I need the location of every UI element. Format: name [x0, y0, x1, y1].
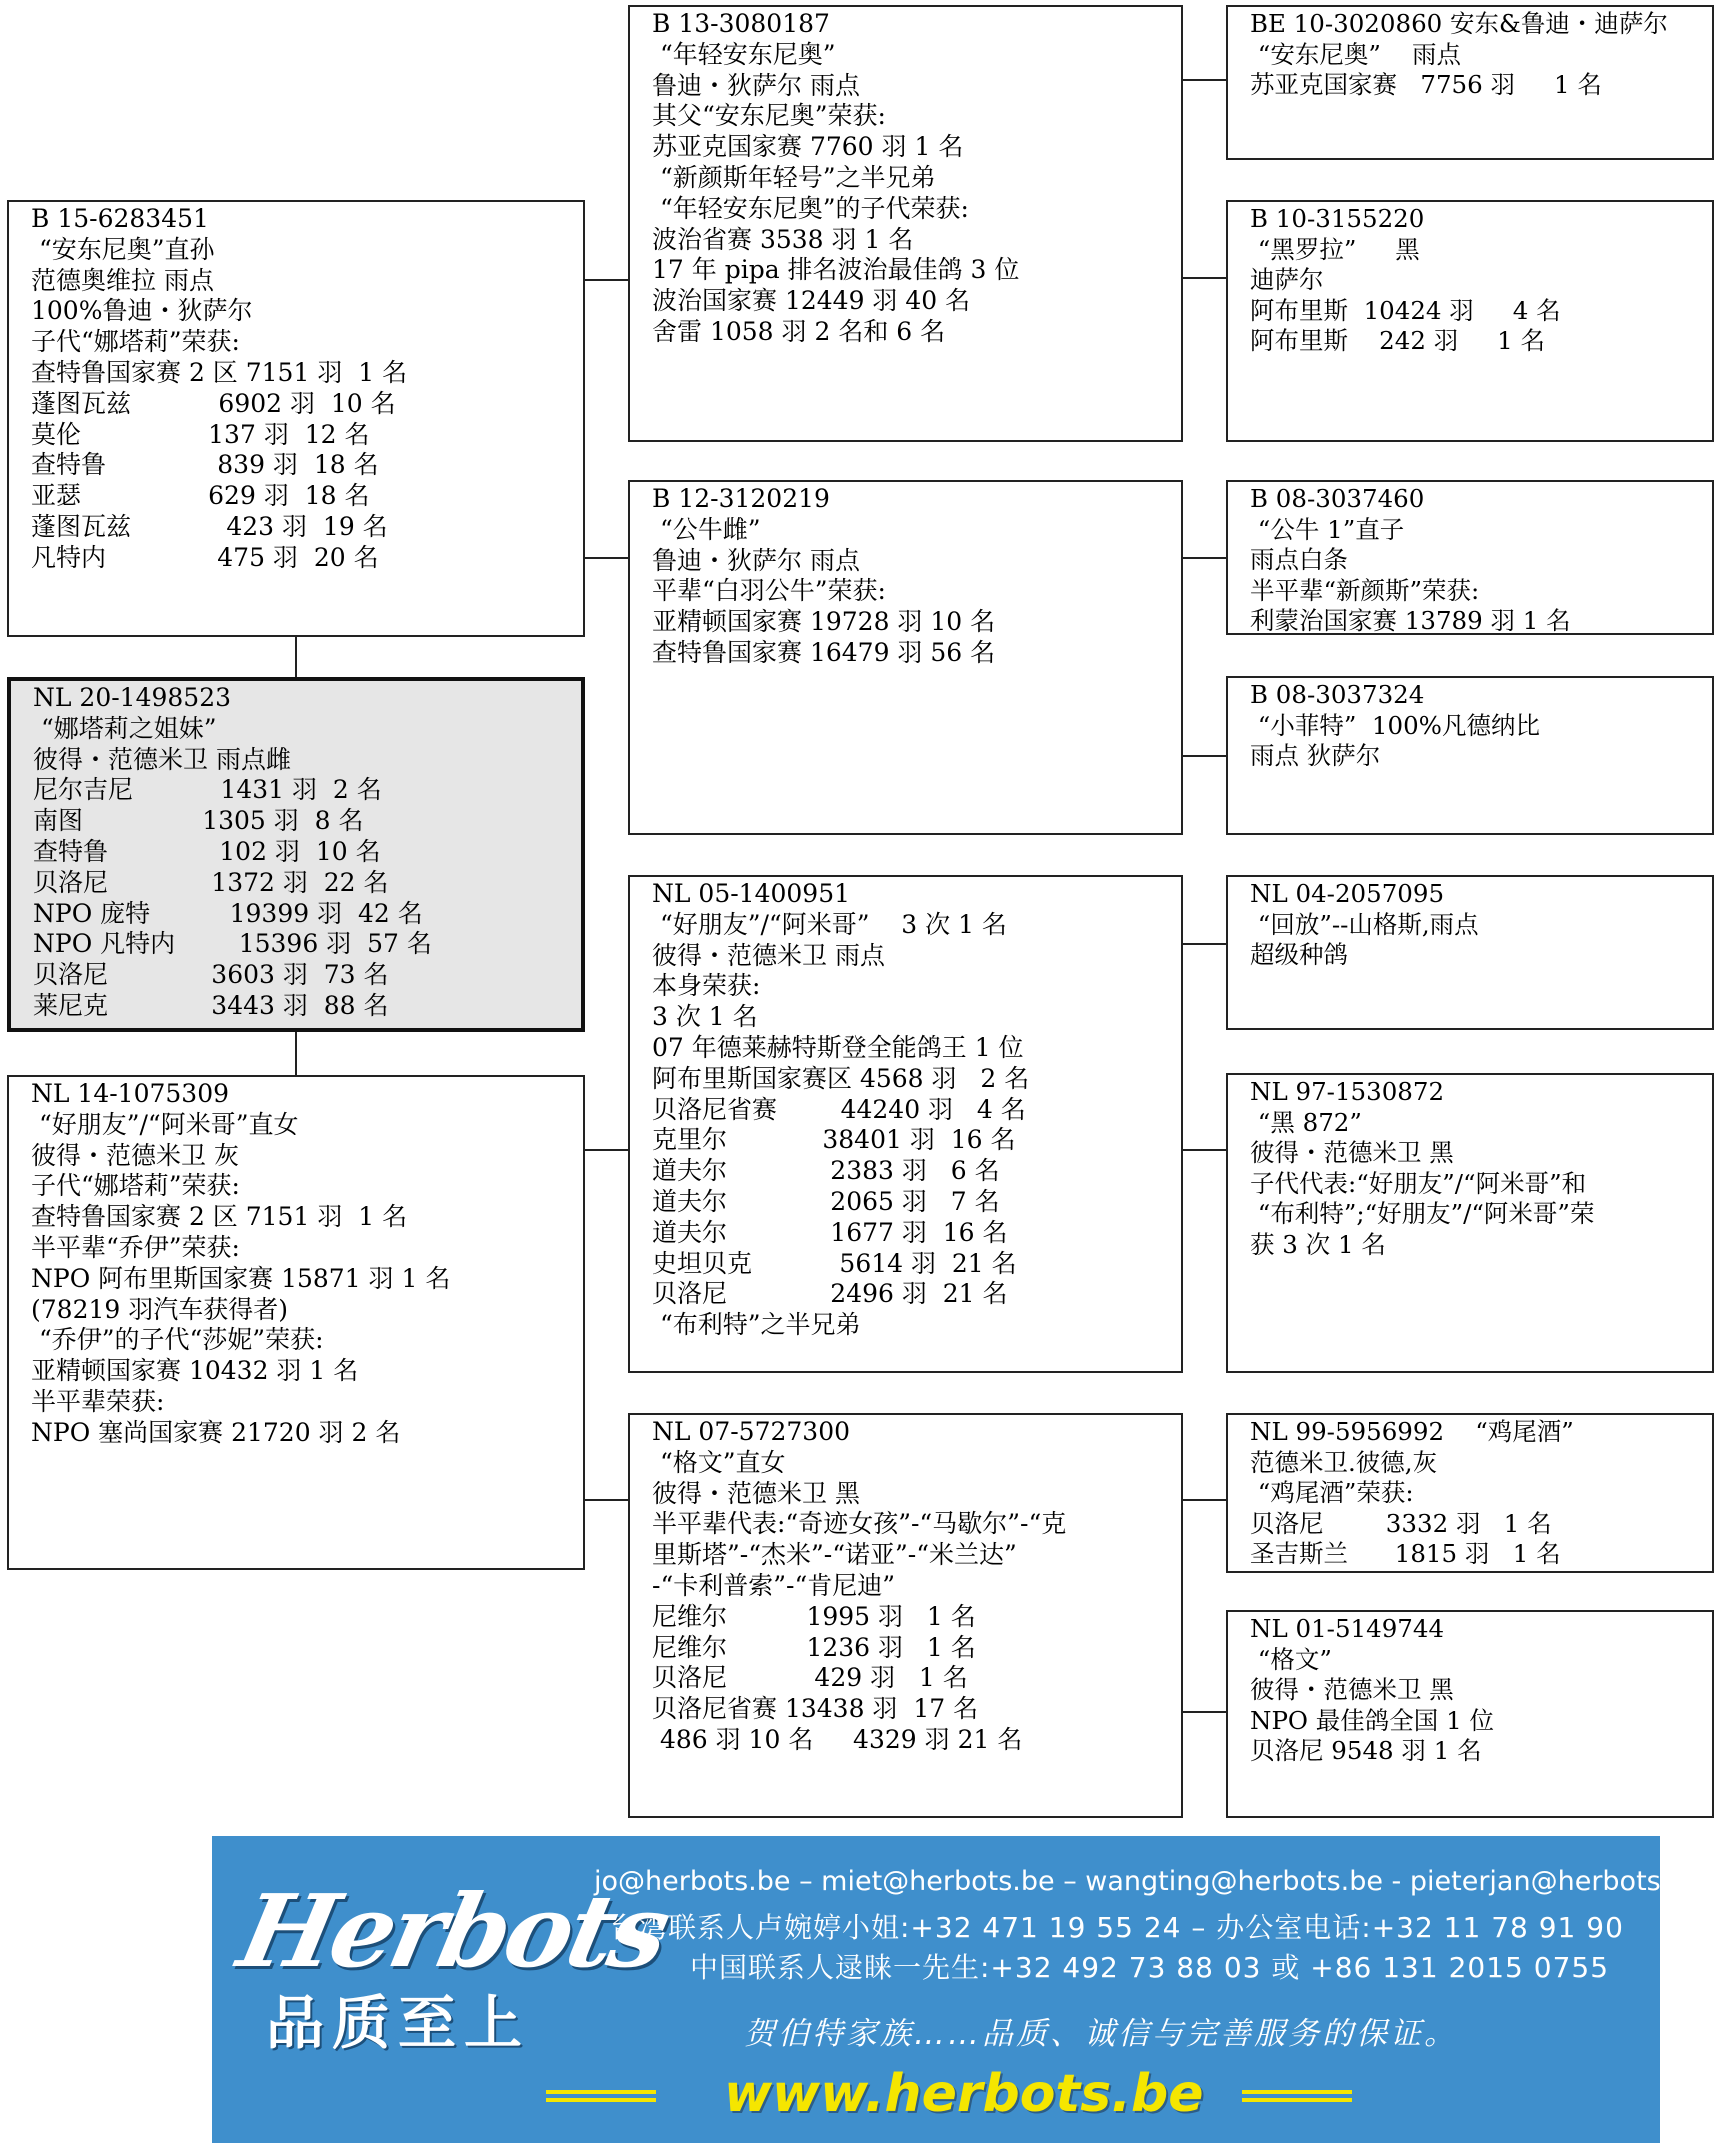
pedigree-line: 道夫尔 2065 羽 7 名: [652, 1186, 1000, 1216]
dd-sire-text: [1250, 1417, 1574, 1570]
pedigree-line: B 15-6283451: [31, 204, 209, 233]
pedigree-line: (78219 羽汽车获得者): [31, 1294, 288, 1324]
pedigree-line: 彼得・范德米卫 雨点: [652, 940, 885, 970]
pedigree-line: 彼得・范德米卫 黑: [1250, 1138, 1454, 1168]
pedigree-line: NPO 最佳鸽全国 1 位: [1250, 1705, 1494, 1735]
dd-dam-card: [1226, 1610, 1714, 1818]
pedigree-line: 蓬图瓦兹 6902 羽 10 名: [31, 388, 396, 418]
pedigree-line: 贝洛尼省赛 44240 羽 4 名: [652, 1094, 1026, 1124]
pedigree-line: 半平辈“新颜斯”荣获:: [1250, 575, 1480, 605]
pedigree-line: 贝洛尼 9548 羽 1 名: [1250, 1736, 1482, 1766]
ss-dam-text: [1250, 204, 1561, 357]
pedigree-line: NL 01-5149744: [1250, 1614, 1445, 1643]
pedigree-line: “娜塔莉之姐妹”: [33, 713, 217, 743]
sd-sire-text: [1250, 484, 1571, 637]
ds-sire-card: [1226, 875, 1714, 1030]
pedigree-line: 尼维尔 1236 羽 1 名: [652, 1632, 976, 1662]
pedigree-line: 阿布里斯 10424 羽 4 名: [1250, 295, 1561, 325]
pedigree-line: “格文”直女: [652, 1447, 786, 1477]
contact-emails[interactable]: jo@herbots.be – miet@herbots.be – wangting@herbots.be - pieterjan@herbots.be: [594, 1866, 1704, 1897]
pedigree-line: NPO 庞特 19399 羽 42 名: [33, 898, 423, 928]
pedigree-line: 阿布里斯 242 羽 1 名: [1250, 326, 1546, 356]
decor-line-right-2: [1242, 2098, 1352, 2102]
pedigree-line: NL 97-1530872: [1250, 1077, 1445, 1106]
pedigree-line: 亚精顿国家赛 19728 羽 10 名: [652, 607, 996, 637]
pedigree-line: 查特鲁国家赛 2 区 7151 羽 1 名: [31, 357, 408, 387]
pedigree-line: “安东尼奥”直孙: [31, 234, 215, 264]
dam-dam-card: [628, 1413, 1183, 1818]
website-link[interactable]: www.herbots.be: [724, 2064, 1204, 2124]
pedigree-line: 阿布里斯国家赛区 4568 羽 2 名: [652, 1063, 1030, 1093]
pedigree-line: 半平辈荣获:: [31, 1386, 165, 1416]
ds-sire-text: [1250, 879, 1479, 971]
pedigree-line: 道夫尔 2383 羽 6 名: [652, 1156, 1000, 1186]
pedigree-line: 亚精顿国家赛 10432 羽 1 名: [31, 1356, 359, 1386]
pedigree-line: “公牛雌”: [652, 514, 761, 544]
pedigree-line: 雨点 狄萨尔: [1250, 741, 1381, 771]
pedigree-line: 查特鲁国家赛 16479 羽 56 名: [652, 637, 996, 667]
dam-sire-text: [652, 879, 1029, 1341]
subject-pigeon-card: [7, 677, 585, 1032]
pedigree-line: 尼尔吉尼 1431 羽 2 名: [33, 775, 382, 805]
pedigree-line: 其父“安东尼奥”荣获:: [652, 101, 886, 131]
pedigree-line: 平辈“白羽公牛”荣获:: [652, 576, 886, 606]
pedigree-line: 彼得・范德米卫 灰: [31, 1140, 239, 1170]
footer-banner: [212, 1836, 1704, 2143]
pedigree-line: 07 年德莱赫特斯登全能鸽王 1 位: [652, 1032, 1024, 1062]
pedigree-line: 利蒙治国家赛 13789 羽 1 名: [1250, 606, 1571, 636]
pedigree-line: 克里尔 38401 羽 16 名: [652, 1125, 1016, 1155]
pedigree-line: “小菲特” 100%凡德纳比: [1250, 710, 1540, 740]
pedigree-line: 查特鲁 839 羽 18 名: [31, 450, 379, 480]
pedigree-line: 3 次 1 名: [652, 1002, 758, 1032]
pedigree-line: B 08-3037324: [1250, 680, 1425, 709]
pedigree-line: 舍雷 1058 羽 2 名和 6 名: [652, 316, 946, 346]
pedigree-line: 波治国家赛 12449 羽 40 名: [652, 286, 971, 316]
pedigree-line: “乔伊”的子代“莎妮”荣获:: [31, 1325, 324, 1355]
pedigree-line: NL 99-5956992 “鸡尾酒”: [1250, 1417, 1574, 1446]
sire-sire-card: [628, 5, 1183, 442]
pedigree-line: 贝洛尼 3332 羽 1 名: [1250, 1508, 1552, 1538]
pedigree-line: “好朋友”/“阿米哥” 3 次 1 名: [652, 909, 1007, 939]
decor-line-left: [546, 2090, 656, 2094]
ds-dam-card: [1226, 1073, 1714, 1373]
pedigree-line: “新颜斯年轻号”之半兄弟: [652, 162, 936, 192]
pedigree-line: “好朋友”/“阿米哥”直女: [31, 1109, 299, 1139]
pedigree-line: “格文”: [1250, 1644, 1332, 1674]
pedigree-line: 贝洛尼 429 羽 1 名: [652, 1663, 968, 1693]
pedigree-line: 莱尼克 3443 羽 88 名: [33, 990, 389, 1020]
pedigree-line: 史坦贝克 5614 羽 21 名: [652, 1248, 1017, 1278]
pedigree-line: 子代“娜塔莉”荣获:: [31, 327, 240, 357]
dd-sire-card: [1226, 1413, 1714, 1573]
ss-sire-text: [1250, 9, 1668, 101]
pedigree-line: 100%鲁迪・狄萨尔: [31, 296, 253, 326]
pedigree-line: 查特鲁国家赛 2 区 7151 羽 1 名: [31, 1202, 408, 1232]
pedigree-line: “鸡尾酒”荣获:: [1250, 1478, 1414, 1508]
sire-sire-text: [652, 9, 1019, 348]
pedigree-line: 蓬图瓦兹 423 羽 19 名: [31, 511, 388, 541]
pedigree-line: 贝洛尼 2496 羽 21 名: [652, 1279, 1008, 1309]
sd-sire-card: [1226, 480, 1714, 635]
pedigree-line: “布利特”之半兄弟: [652, 1310, 861, 1340]
pedigree-line: BE 10-3020860 安东&鲁迪・迪萨尔: [1250, 9, 1668, 38]
dam-card: [7, 1075, 585, 1570]
footer-slogan: 品质至上: [266, 1989, 531, 2057]
pedigree-line: 里斯塔”-“杰米”-“诺亚”-“米兰达”: [652, 1540, 1017, 1570]
pedigree-line: NL 07-5727300: [652, 1417, 851, 1446]
pedigree-line: 苏亚克国家赛 7756 羽 1 名: [1250, 70, 1602, 100]
sire-dam-card: [628, 480, 1183, 835]
ss-dam-card: [1226, 200, 1714, 442]
pedigree-line: B 10-3155220: [1250, 204, 1425, 233]
pedigree-line: 获 3 次 1 名: [1250, 1229, 1386, 1259]
pedigree-line: 本身荣获:: [652, 971, 761, 1001]
sd-dam-text: [1250, 680, 1540, 772]
sire-text: [31, 204, 407, 574]
pedigree-line: “安东尼奥” 雨点: [1250, 39, 1461, 69]
pedigree-line: 鲁迪・狄萨尔 雨点: [652, 70, 860, 100]
pedigree-line: 贝洛尼省赛 13438 羽 17 名: [652, 1694, 979, 1724]
pedigree-line: NL 05-1400951: [652, 879, 851, 908]
pedigree-line: 圣吉斯兰 1815 羽 1 名: [1250, 1539, 1561, 1569]
pedigree-line: -“卡利普索”-“肯尼迪”: [652, 1570, 896, 1600]
pedigree-line: “布利特”;“好朋友”/“阿米哥”荣: [1250, 1199, 1595, 1229]
herbots-logo: Herbots: [229, 1872, 677, 1990]
pedigree-line: NPO 阿布里斯国家赛 15871 羽 1 名: [31, 1263, 451, 1293]
pedigree-line: 莫伦 137 羽 12 名: [31, 419, 370, 449]
pedigree-line: 半平辈代表:“奇迹女孩”-“马歇尔”-“克: [652, 1509, 1067, 1539]
pedigree-line: “年轻安东尼奥”的子代荣获:: [652, 193, 969, 223]
dd-dam-text: [1250, 1614, 1494, 1767]
pedigree-line: 贝洛尼 1372 羽 22 名: [33, 867, 389, 897]
ss-sire-card: [1226, 5, 1714, 160]
pedigree-line: 范德奥维拉 雨点: [31, 265, 214, 295]
taiwan-contact: 台湾联系人卢婉婷小姐:+32 471 19 55 24 – 办公室电话:+32 11 78 91 90: [610, 1911, 1624, 1944]
pedigree-line: 半平辈“乔伊”荣获:: [31, 1232, 240, 1262]
pedigree-line: 迪萨尔: [1250, 265, 1324, 295]
pedigree-line: 彼得・范德米卫 雨点雌: [33, 744, 291, 774]
pedigree-line: 17 年 pipa 排名波治最佳鸽 3 位: [652, 255, 1020, 285]
pedigree-line: “年轻安东尼奥”: [652, 39, 836, 69]
pedigree-line: 彼得・范德米卫 黑: [652, 1478, 860, 1508]
pedigree-line: 彼得・范德米卫 黑: [1250, 1675, 1454, 1705]
decor-line-left-2: [546, 2098, 656, 2102]
pedigree-line: NPO 塞尚国家赛 21720 羽 2 名: [31, 1417, 401, 1447]
pedigree-line: 子代代表:“好朋友”/“阿米哥”和: [1250, 1168, 1587, 1198]
sire-card: [7, 200, 585, 637]
pedigree-line: 凡特内 475 羽 20 名: [31, 542, 379, 572]
pedigree-line: 尼维尔 1995 羽 1 名: [652, 1601, 976, 1631]
subject-pigeon-text: [33, 683, 432, 1022]
pedigree-line: 雨点白条: [1250, 545, 1348, 575]
pedigree-line: NL 04-2057095: [1250, 879, 1445, 908]
dam-sire-card: [628, 875, 1183, 1373]
sire-dam-text: [652, 484, 995, 669]
pedigree-line: 超级种鸽: [1250, 940, 1348, 970]
decor-line-right: [1242, 2090, 1352, 2094]
pedigree-line: “公牛 1”直子: [1250, 514, 1405, 544]
ds-dam-text: [1250, 1077, 1594, 1261]
sd-dam-card: [1226, 676, 1714, 835]
pedigree-line: 鲁迪・狄萨尔 雨点: [652, 545, 860, 575]
china-contact: 中国联系人逯睐一先生:+32 492 73 88 03 或 +86 131 2015 0755: [690, 1951, 1610, 1984]
pedigree-line: 道夫尔 1677 羽 16 名: [652, 1217, 1008, 1247]
dam-dam-text: [652, 1417, 1066, 1756]
pedigree-line: 苏亚克国家赛 7760 羽 1 名: [652, 132, 964, 162]
pedigree-line: 亚瑟 629 羽 18 名: [31, 481, 370, 511]
pedigree-line: “黑 872”: [1250, 1107, 1362, 1137]
pedigree-line: 486 羽 10 名 4329 羽 21 名: [652, 1724, 1023, 1754]
pedigree-line: NL 14-1075309: [31, 1079, 230, 1108]
pedigree-line: 查特鲁 102 羽 10 名: [33, 836, 381, 866]
footer-motto: 贺伯特家族……品质、诚信与完善服务的保证。: [744, 2016, 1458, 2052]
pedigree-line: B 13-3080187: [652, 9, 830, 38]
pedigree-line: B 12-3120219: [652, 484, 830, 513]
pedigree-line: 波治省赛 3538 羽 1 名: [652, 224, 914, 254]
dam-text: [31, 1079, 450, 1449]
pedigree-line: “黑罗拉” 黑: [1250, 234, 1420, 264]
pedigree-line: 范德米卫.彼德,灰: [1250, 1447, 1438, 1477]
pedigree-line: B 08-3037460: [1250, 484, 1425, 513]
pedigree-line: “回放”--山格斯,雨点: [1250, 909, 1479, 939]
pedigree-line: 南图 1305 羽 8 名: [33, 806, 364, 836]
pedigree-line: NPO 凡特内 15396 羽 57 名: [33, 929, 432, 959]
pedigree-line: NL 20-1498523: [33, 683, 232, 712]
pedigree-line: 子代“娜塔莉”荣获:: [31, 1171, 240, 1201]
pedigree-line: 贝洛尼 3603 羽 73 名: [33, 960, 389, 990]
